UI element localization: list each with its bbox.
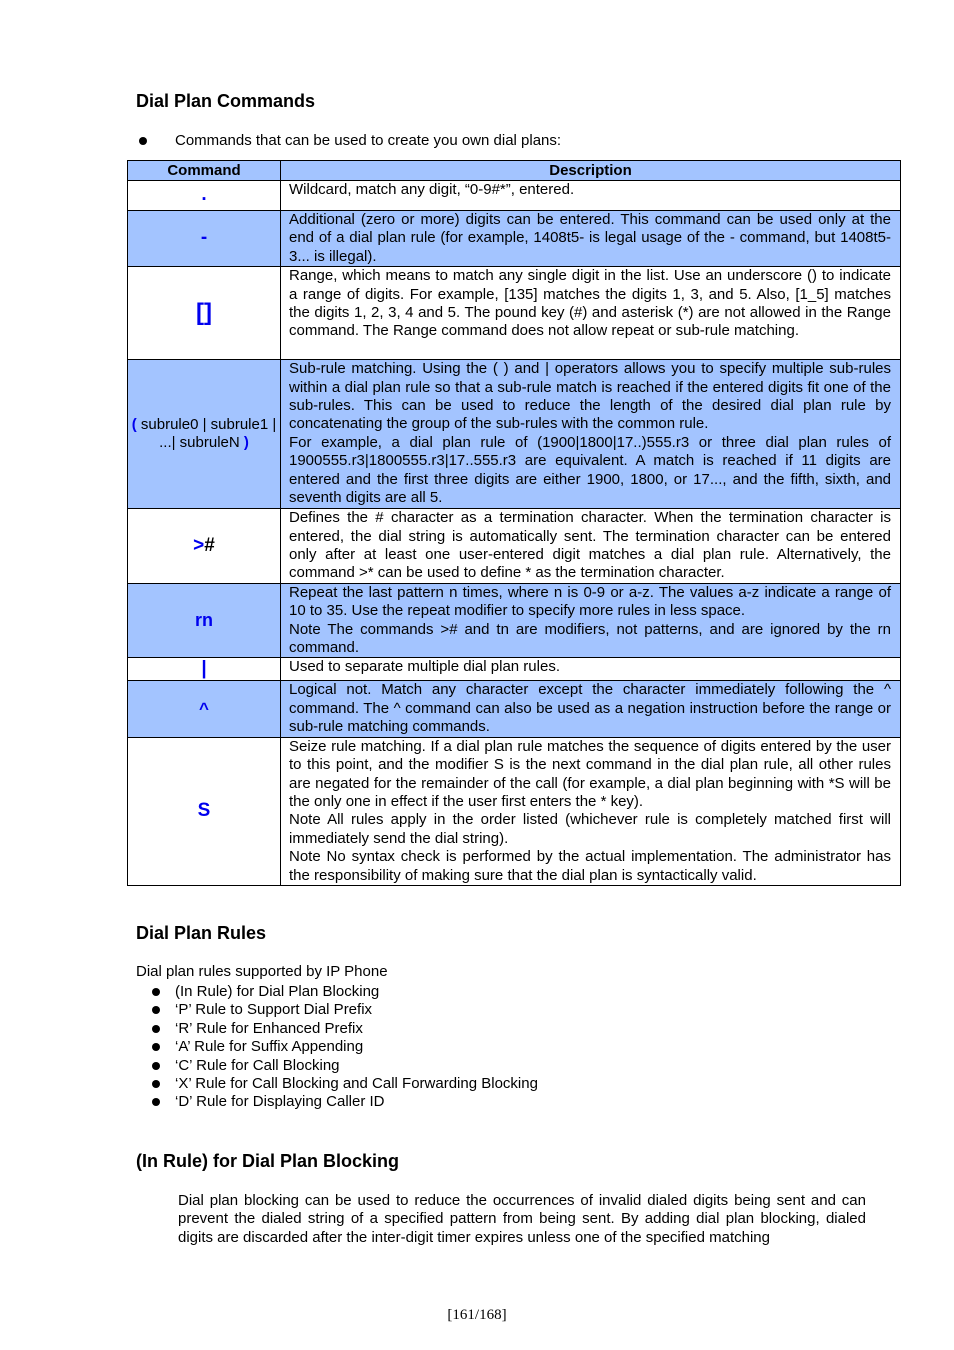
- header-command: Command: [128, 161, 281, 181]
- description-cell: [281, 360, 901, 509]
- header-description: Description: [281, 161, 901, 181]
- command-cell: []: [128, 267, 281, 360]
- table-row: [128, 681, 901, 737]
- description-text: Repeat the last pattern n times, where n is 0-9 or a-z. The values a-z indicate a range of 10 to 35. Use the repeat modifier to specify more rules in less space.: [289, 583, 891, 620]
- description-cell: Wildcard, match any digit, “0-9#*”, entered.: [281, 181, 901, 211]
- description-cell: [281, 583, 901, 658]
- table-row: [128, 181, 901, 211]
- page-number: [161/168]: [447, 1307, 507, 1323]
- description-cell: Additional (zero or more) digits can be entered. This command can be used only at the end of a dial plan rule (for example, 1408t5- is legal usage of the - command, but 1408t5-3... is illegal).: [281, 211, 901, 267]
- description-text: For example, a dial plan rule of (1900|1800|17..)555.r3 or three dial plan rules of 1900555.r3|1800555.r3|17..555.r3 are equivalent. A match is reached if 11 digits are entered and the first three digits are either 1900, 1800, or 17..., and the fifth, sixth, and seventh digits are all 5.: [289, 433, 891, 507]
- list-item: ‘X’ Rule for Call Blocking and Call Forwarding Blocking: [150, 1075, 538, 1093]
- table-row: [128, 658, 901, 681]
- intro-text: Commands that can be used to create you own dial plans:: [175, 132, 562, 149]
- list-item: ‘A’ Rule for Suffix Appending: [150, 1038, 538, 1056]
- description-cell: Range, which means to match any single digit in the list. Use an underscore () to indicate a range of digits. For example, [135] matches the digits 1, 3, and 5. Also, [1_5] matches the digits 1, 2, 3, 4 and 5. The pound key (#) and asterisk (*) are not allowed in the Range command. The Range command does not allow repeat or sub-rule matching.: [281, 267, 901, 360]
- description-text: Seize rule matching. If a dial plan rule matches the sequence of digits entered by the user to this point, and the modifier S is the next command in the dial plan rule, all other rules are negated for the remainder of the call (for example, a dial plan beginning with *S will be the only one in effect if the user first enters the * key).: [289, 737, 891, 810]
- paren-open: (: [131, 415, 137, 433]
- list-item: ‘R’ Rule for Enhanced Prefix: [150, 1020, 538, 1038]
- description-text: Note All rules apply in the order listed (whichever rule is completely matched first will immediately send the dial string).: [289, 811, 891, 847]
- command-cell: -: [128, 211, 281, 267]
- command-cell: S: [128, 737, 281, 885]
- section-heading-in-rule: (In Rule) for Dial Plan Blocking: [136, 1151, 400, 1171]
- command-cell: ^: [128, 681, 281, 737]
- list-item: ‘P’ Rule to Support Dial Prefix: [150, 1001, 538, 1019]
- table-row: [128, 737, 901, 885]
- description-text: Sub-rule matching. Using the ( ) and | operators allows you to specify multiple sub-rules within a dial plan rule so that a sub-rule match is reached if the entered digits fit one of the sub-rules. This can be used to reduce the length of the desired dial plan rule by concatenating the group of the sub-rules with the common rule.: [289, 360, 891, 433]
- list-item: (In Rule) for Dial Plan Blocking: [150, 983, 538, 1001]
- section-heading-dial-plan-commands: Dial Plan Commands: [136, 91, 316, 111]
- table-row: [128, 360, 901, 509]
- rules-list: [150, 983, 538, 1112]
- command-cell: [128, 360, 281, 509]
- description-cell: Defines the # character as a termination character. When the termination character is entered, the dial string is automatically sent. The termination character can be entered only after at least one user-entered digit matches a dial plan rule. Alternatively, the command >* can be used to define * as the termination character.: [281, 509, 901, 584]
- table-row: [128, 509, 901, 584]
- description-text: Note The commands ># and tn are modifiers, not patterns, and are ignored by the rn command.: [289, 620, 891, 657]
- description-text: Note No syntax check is performed by the actual implementation. The administrator has the responsibility of making sure that the dial plan is syntactically valid.: [289, 848, 891, 884]
- commands-table: [127, 160, 901, 886]
- command-text: subrule0 | subrule1 | ...| subruleN: [136, 415, 277, 452]
- description-cell: Used to separate multiple dial plan rules.: [281, 658, 901, 681]
- table-row: [128, 211, 901, 267]
- command-cell: [128, 509, 281, 584]
- command-cell: .: [128, 181, 281, 211]
- description-cell: Logical not. Match any character except the character immediately following the ^ command. The ^ command can also be used as a negation instruction before the range or sub-rule matching commands.: [281, 681, 901, 737]
- table-header-row: [128, 161, 901, 181]
- command-cell: rn: [128, 583, 281, 658]
- in-rule-paragraph: Dial plan blocking can be used to reduce the occurrences of invalid dialed digits being sent and can prevent the dialed string of a specified pattern from being sent. By adding dial plan blocking, dialed digits are discarded after the inter-digit timer expires unless one of the specified matching: [178, 1192, 866, 1246]
- description-cell: [281, 737, 901, 885]
- rules-intro: Dial plan rules supported by IP Phone: [136, 963, 388, 980]
- paren-close: ): [243, 434, 249, 452]
- list-item: ‘D’ Rule for Displaying Caller ID: [150, 1093, 538, 1111]
- table-row: [128, 267, 901, 360]
- command-part: >: [193, 534, 205, 556]
- command-cell: |: [128, 658, 281, 681]
- command-part: #: [204, 534, 215, 556]
- table-row: [128, 583, 901, 658]
- bullet-icon: [139, 137, 147, 145]
- list-item: ‘C’ Rule for Call Blocking: [150, 1057, 538, 1075]
- section-heading-dial-plan-rules: Dial Plan Rules: [136, 923, 267, 943]
